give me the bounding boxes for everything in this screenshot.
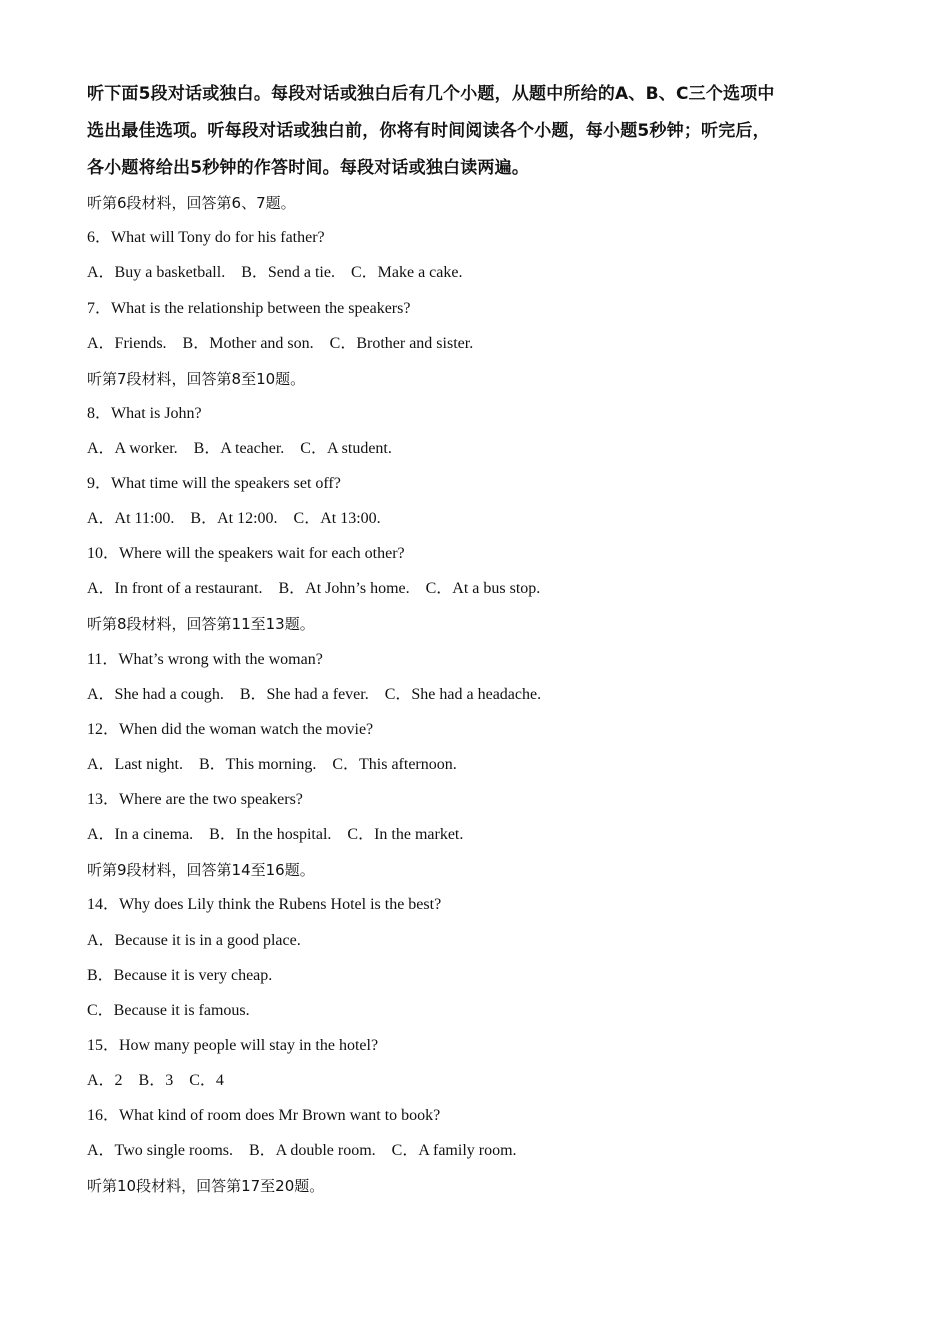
question: 7．What is the relationship between the speakers? <box>87 300 411 317</box>
answer-options: A．Two single rooms. B．A double room. C．A family room. <box>87 1142 517 1159</box>
material-heading: 听第7段材料，回答第8至10题。 <box>87 370 306 388</box>
answer-options: A．2 B．3 C．4 <box>87 1072 224 1089</box>
answer-options: A．She had a cough. B．She had a fever. C．She had a headache. <box>87 686 542 703</box>
instruction-line: 选出最佳选项。听每段对话或独白前，你将有时间阅读各个小题，每小题5秒钟；听完后， <box>87 121 770 141</box>
instruction-line: 各小题将给出5秒钟的作答时间。每段对话或独白读两遍。 <box>87 158 530 178</box>
answer-options: A．In a cinema. B．In the hospital. C．In the market. <box>87 826 464 843</box>
answer-option: B．Because it is very cheap. <box>87 967 273 984</box>
question: 12．When did the woman watch the movie? <box>87 721 374 738</box>
question: 13．Where are the two speakers? <box>87 791 303 808</box>
answer-option: A．Because it is in a good place. <box>87 932 301 949</box>
question: 6．What will Tony do for his father? <box>87 229 325 246</box>
answer-options: A．A worker. B．A teacher. C．A student. <box>87 440 392 457</box>
answer-option: C．Because it is famous. <box>87 1002 250 1019</box>
answer-options: A．Friends. B．Mother and son. C．Brother and sister. <box>87 335 474 352</box>
question: 8．What is John? <box>87 405 202 422</box>
answer-options: A．Buy a basketball. B．Send a tie. C．Make a cake. <box>87 264 463 281</box>
answer-options: A．Last night. B．This morning. C．This afternoon. <box>87 756 457 773</box>
instruction-line: 听下面5段对话或独白。每段对话或独白后有几个小题，从题中所给的A、B、C三个选项中 <box>87 84 775 104</box>
section-instructions <box>87 76 877 187</box>
answer-options: A．At 11:00. B．At 12:00. C．At 13:00. <box>87 510 381 527</box>
material-heading: 听第8段材料，回答第11至13题。 <box>87 615 315 633</box>
question: 9．What time will the speakers set off? <box>87 475 341 492</box>
answer-options: A．In front of a restaurant. B．At John’s home. C．At a bus stop. <box>87 580 541 597</box>
question: 11．What’s wrong with the woman? <box>87 651 323 668</box>
question: 15．How many people will stay in the hotel? <box>87 1037 379 1054</box>
material-heading: 听第10段材料，回答第17至20题。 <box>87 1177 325 1195</box>
question: 14．Why does Lily think the Rubens Hotel is the best? <box>87 896 442 913</box>
material-heading: 听第6段材料，回答第6、7题。 <box>87 194 296 212</box>
question: 10．Where will the speakers wait for each other? <box>87 545 405 562</box>
material-heading: 听第9段材料，回答第14至16题。 <box>87 861 315 879</box>
question: 16．What kind of room does Mr Brown want to book? <box>87 1107 441 1124</box>
